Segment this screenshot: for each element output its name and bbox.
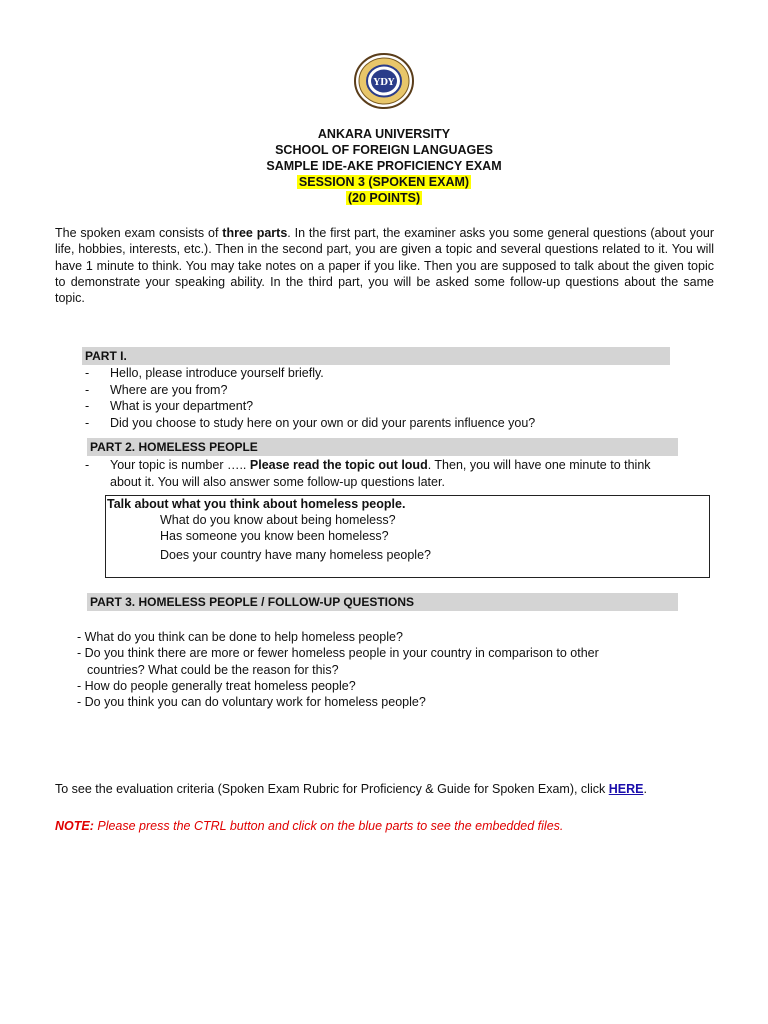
note-line: NOTE: Please press the CTRL button and click on the blue parts to see the embedded files. xyxy=(55,819,564,833)
list-item: countries? What could be the reason for this? xyxy=(87,662,339,677)
list-item: - What do you think can be done to help homeless people? xyxy=(77,630,403,644)
list-item: - Do you think there are more or fewer homeless people in your country in comparison to other xyxy=(77,646,599,661)
exam-title: SAMPLE IDE-AKE PROFICIENCY EXAM xyxy=(266,159,502,173)
intro-paragraph: The spoken exam consists of three parts. In the first part, the examiner asks you some general questions (about your life, hobbies, interests, etc.). Then in the second part, you are given a topic and several questions related to it. You will have 1 minute to think. You may take notes on a paper if you like. Then you are supposed to talk about the given topic to demonstrate your speaking ability. In the third part, you will be asked some follow-up questions about the same topic. xyxy=(55,226,715,306)
here-link[interactable]: HERE xyxy=(608,782,644,796)
points-label: (20 POINTS) xyxy=(347,191,421,205)
list-item: - Do you think you can do voluntary work for homeless people? xyxy=(77,695,426,710)
school-name: SCHOOL OF FOREIGN LANGUAGES xyxy=(275,143,493,157)
university-seal-logo xyxy=(353,52,415,110)
topic-question: Does your country have many homeless people? xyxy=(160,548,431,562)
topic-box-title: Talk about what you think about homeless people. xyxy=(107,497,406,511)
part1-heading: PART I. xyxy=(82,347,670,365)
list-item: - Your topic is number ….. Please read the topic out loud. Then, you will have one minute to think xyxy=(85,458,651,472)
part2-instructions xyxy=(85,457,651,490)
list-item: about it. You will also answer some follow-up questions later. xyxy=(110,474,445,489)
list-item: - Did you choose to study here on your own or did your parents influence you? xyxy=(85,415,536,430)
note-label: NOTE: xyxy=(55,819,94,833)
list-item: - Where are you from? xyxy=(85,382,228,397)
part1-question-list xyxy=(85,365,536,431)
topic-question: What do you know about being homeless? xyxy=(160,513,396,527)
part3-heading: PART 3. HOMELESS PEOPLE / FOLLOW-UP QUESTIONS xyxy=(87,593,678,611)
part2-heading: PART 2. HOMELESS PEOPLE xyxy=(87,438,678,456)
session-title: SESSION 3 (SPOKEN EXAM) xyxy=(298,175,470,189)
topic-box xyxy=(105,495,710,578)
university-name: ANKARA UNIVERSITY xyxy=(317,127,451,141)
list-item: - How do people generally treat homeless people? xyxy=(77,678,356,693)
intro-bold: three parts xyxy=(222,226,288,240)
topic-question: Has someone you know been homeless? xyxy=(160,529,389,543)
criteria-line: To see the evaluation criteria (Spoken Exam Rubric for Proficiency & Guide for Spoken Exam), click HERE. xyxy=(55,782,647,796)
logo-monogram: YDY xyxy=(373,78,395,88)
list-item: - What is your department? xyxy=(85,399,254,413)
part3-question-list xyxy=(77,629,677,710)
exam-header xyxy=(0,126,768,206)
list-item: - Hello, please introduce yourself briefly. xyxy=(85,366,324,380)
